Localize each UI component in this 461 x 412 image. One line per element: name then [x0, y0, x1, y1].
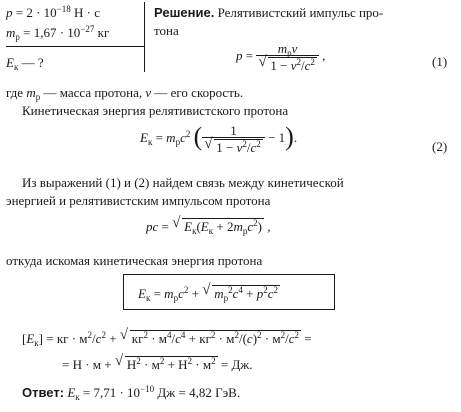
- kinetic-energy-text: Кинетическая энергия релятивистского протона: [22, 103, 289, 118]
- relation-line-2: энергией и релятивистским импульсом протона: [6, 193, 271, 208]
- answer: Ответ: $E_к = 7,71 \cdot 10^{-10}$ Дж = 4,82 ГэВ.: [22, 384, 241, 402]
- solution-intro: Решение. Релятивистский импульс про-: [154, 5, 384, 20]
- where-line: где $m_p$ — масса протона, v — его скорость.: [6, 85, 244, 102]
- given-find: $E_к$ — ?: [6, 55, 44, 72]
- equation-2-number: (2): [432, 139, 448, 154]
- equation-1: p = $m_pv$ √ $1 - v^2/c^2$ ,: [236, 42, 325, 72]
- relation-line-1: Из выражений (1) и (2) найдем связь между кинетической: [22, 175, 344, 190]
- given-momentum: $p = 2 \cdot 10^{-18}$ Н · с: [6, 4, 100, 20]
- equation-1-number: (1): [432, 54, 448, 69]
- pc-equation: pc = √ $E_к(E_к + 2m_pc^2)$ ,: [146, 218, 270, 233]
- equation-2: $E_к = m_pc^2$ ( 1 √ $1 - v^2/c^2$ − 1).: [140, 124, 297, 154]
- given-mass: $m_p = 1,67 \cdot 10^{-27}$ кг: [6, 24, 110, 42]
- given-divider: [6, 46, 144, 47]
- units-line-1: $[E_к]$ = кг · $м^2/c^2$ + √ $кг^2 \cdot м^4/c^4 + кг^2 \cdot м^2/(c)^2 \cdot м^2/c^2$ =: [22, 330, 312, 345]
- boxed-formula: $E_к = m_pc^2$ + √ $m_p^2c^4 + p^2c^2$: [123, 274, 335, 310]
- solution-intro-cont: тона: [154, 23, 179, 38]
- whence-line: откуда искомая кинетическая энергия протона: [6, 253, 263, 268]
- given-vertical-divider: [144, 2, 145, 72]
- units-line-2: = Н · м + √ $Н^2 \cdot м^2 + Н^2 \cdot м^2$ = Дж.: [62, 356, 253, 371]
